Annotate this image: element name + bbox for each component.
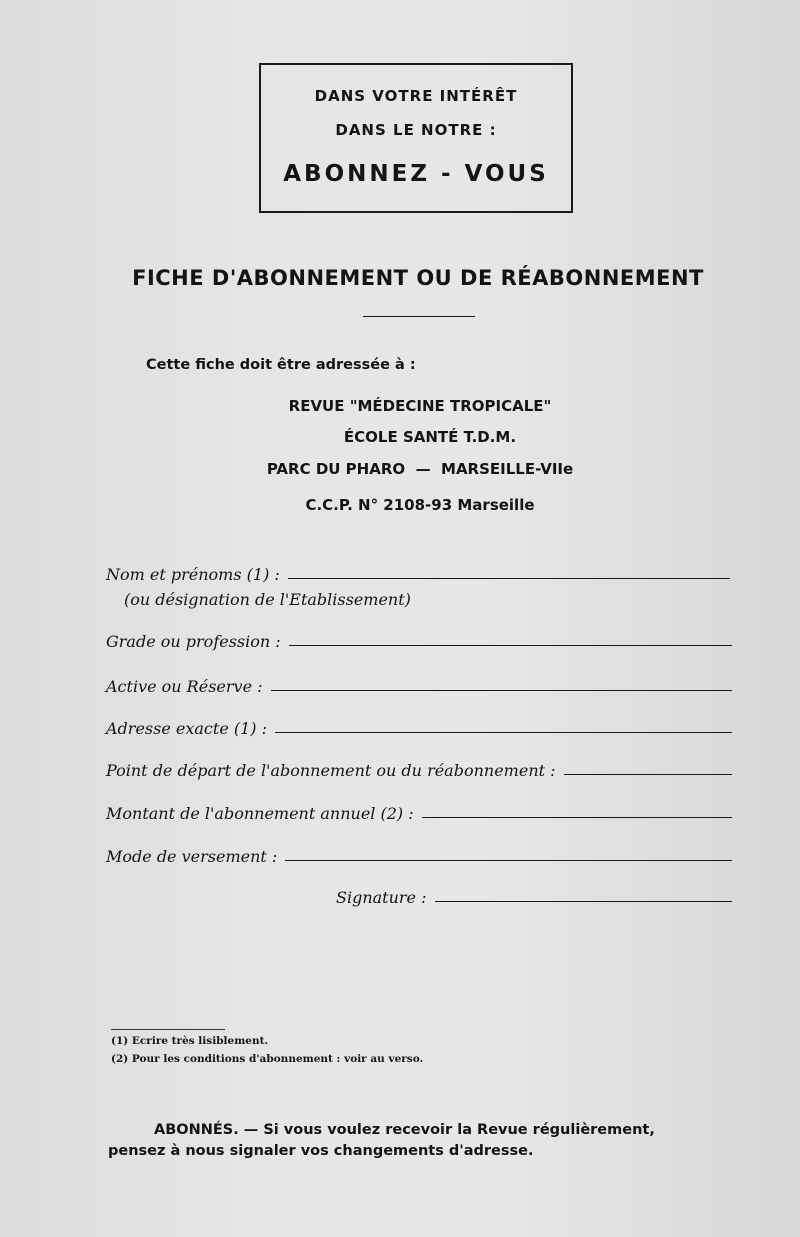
signature-fill-line[interactable] (435, 901, 733, 902)
active-field[interactable] (106, 674, 732, 696)
callout-headline: ABONNEZ - VOUS (283, 161, 549, 187)
address-fill-line[interactable] (275, 732, 732, 733)
grade-fill-line[interactable] (289, 645, 732, 646)
start-label: Point de départ de l'abonnement ou du réabonnement : (106, 761, 556, 780)
callout-line-1: DANS VOTRE INTÉRÊT (314, 87, 518, 105)
signature-field[interactable] (336, 885, 732, 907)
footnote-1: (1) Ecrire très lisiblement. (111, 1035, 269, 1047)
amount-fill-line[interactable] (422, 817, 732, 818)
page-title: FICHE D'ABONNEMENT OU DE RÉABONNEMENT (132, 266, 704, 290)
address-line-3: PARC DU PHARO — MARSEILLE-VIIe (266, 460, 574, 478)
notice-line-1: ABONNÉS. — Si vous voulez recevoir la Revue régulièrement, (154, 1122, 655, 1138)
name-label: Nom et prénoms (1) : (106, 565, 280, 584)
signature-label: Signature : (336, 888, 427, 907)
address-line-1: REVUE "MÉDECINE TROPICALE" (288, 397, 552, 415)
subscribe-callout-box (259, 63, 573, 213)
amount-label: Montant de l'abonnement annuel (2) : (106, 804, 414, 823)
name-field[interactable] (106, 562, 730, 584)
grade-label: Grade ou profession : (106, 632, 281, 651)
footnote-2: (2) Pour les conditions d'abonnement : voir au verso. (111, 1053, 424, 1065)
address-label: Adresse exacte (1) : (106, 719, 268, 738)
address-line-2: ÉCOLE SANTÉ T.D.M. (343, 428, 517, 446)
name-fill-line[interactable] (288, 578, 730, 579)
notice-line-2: pensez à nous signaler vos changements d'adresse. (108, 1143, 534, 1159)
active-label: Active ou Réserve : (106, 677, 263, 696)
address-intro: Cette fiche doit être adressée à : (146, 357, 416, 373)
start-fill-line[interactable] (564, 774, 732, 775)
start-field[interactable] (106, 758, 732, 780)
grade-field[interactable] (106, 629, 732, 651)
payment-fill-line[interactable] (285, 860, 732, 861)
active-fill-line[interactable] (271, 690, 732, 691)
address-field[interactable] (106, 716, 732, 738)
payment-field[interactable] (106, 844, 732, 866)
payment-label: Mode de versement : (106, 847, 278, 866)
callout-line-2: DANS LE NOTRE : (335, 121, 497, 139)
subscriber-notice (108, 1120, 758, 1162)
amount-field[interactable] (106, 801, 732, 823)
title-divider (363, 316, 475, 317)
name-note: (ou désignation de l'Etablissement) (124, 590, 411, 609)
address-line-4: C.C.P. N° 2108-93 Marseille (305, 496, 535, 514)
footnote-divider (111, 1029, 225, 1030)
